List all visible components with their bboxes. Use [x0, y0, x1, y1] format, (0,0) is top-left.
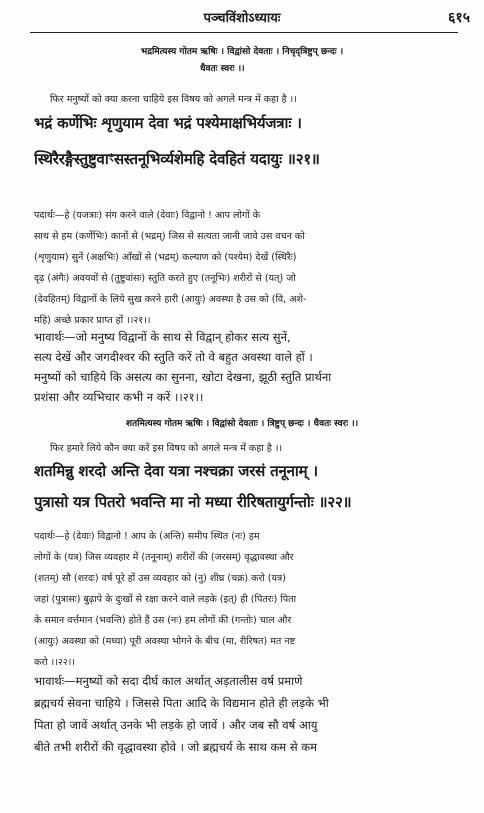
bhavartha-line: बीते तभी शरीरों की वृद्धावस्था होवे । जो ब्रह्मचर्य के साथ कम से कम: [34, 740, 317, 754]
padartha-line: जहां (पुत्रासः) बुढ़ापे के दुःखों से रक्षा करने वाले लड़के (इत्) ही (पितरः) पिता: [34, 594, 297, 605]
padartha-line: के समान वर्त्तमान (भवन्ति) होते हैं उस (नः) हम लोगों की (गन्तोः) चाल और: [34, 615, 292, 626]
bhavartha-line: सत्य देखें और जगदीश्वर की स्तुति करें तो वे बहुत अवस्था वाले हों ।: [34, 350, 313, 364]
bhavartha-line: भावार्थः—मनुष्यों को सदा दीर्घ काल अर्थात् अड़तालीस वर्ष प्रमाणे: [34, 674, 303, 688]
padartha-line: साथ से हम (कर्णेभिः) कानों से (भद्रम्) जिस से सत्यता जानी जावे उस वचन को: [34, 231, 305, 242]
mantra-22-meta: शतमित्यस्य गोतम ऋषिः । विद्वांसो देवताः । त्रिष्टुप् छन्दः । धैवतः स्वरः ।।: [125, 419, 359, 429]
bhavartha-line: ब्रह्मचर्य सेवना चाहिये । जिससे पिता आदि के विद्यमान होते ही लड़के भी: [34, 696, 329, 710]
padartha-line: लोगों के (यत्र) जिस व्यवहार में (तनूनाम्) शरीरों की (जरसम्) वृद्धावस्था और: [34, 552, 294, 563]
padartha-line: (आयुः) अवस्था को (मध्या) पूरी अवस्था भोगने के बीच (मा, रीरिषत) मत नष्ट: [34, 636, 296, 647]
padartha-line: महि) अच्छे प्रकार प्राप्त हों ।।२१।।: [34, 315, 151, 326]
mantra-22-intro: फिर हमारे लिये कौन क्या करें इस विषय को अगले मन्त्र में कहा है ।।: [50, 443, 283, 454]
running-header: [0, 8, 484, 30]
mantra-21-verse-line-1: भद्रं कर्णेभिः शृणुयाम देवा भद्रं पश्येमाक्षभिर्यजत्राः ।: [34, 114, 302, 132]
mantra-21-intro: फिर मनुष्यों को क्या करना चाहिये इस विषय को अगले मन्त्र में कहा है ।।: [50, 94, 297, 105]
padartha-line: (शतम्) सौ (शरदः) वर्ष पूरे हों उस व्यवहार को (नु) शीघ्र (चक्र) करो (यत्र): [34, 573, 286, 584]
mantra-21-meta: भद्रमित्यस्य गोतम ऋषिः । विद्वांसो देवताः । निचृद्‌त्रिष्टुप् छन्दः ।: [140, 47, 344, 57]
padartha-line: पदार्थः—हे (देवाः) विद्वानो ! आप के (अन्ति) समीप स्थित (नः) हम: [34, 531, 260, 542]
bhavartha-line: पिता हो जावें अर्थात् उनके भी लड़के हो जावें । और जब सौ वर्ष आयु: [34, 718, 318, 732]
mantra-22-verse-line-2: पुत्रासो यत्र पितरो भवन्ति मा नो मध्या रीरिषतायुर्गन्तोः ॥२२॥: [34, 493, 352, 511]
padartha-line: पदार्थः—हे (यजत्राः) संग करने वाले (देवाः) विद्वानो ! आप लोगों के: [34, 210, 261, 221]
padartha-line: दृढ़ (अंगैः) अवयवों से (तुष्टुवांसः) स्तुति करते हुए (तनूभिः) शरीरों से (यत्) जो: [34, 273, 296, 284]
bhavartha-line: प्रशंसा और व्यभिचार कभी न करें ।।२१।।: [34, 390, 204, 404]
header-rule: [30, 32, 458, 33]
mantra-22-verse-line-1: शतमिन्नु शरदो अन्ति देवा यत्रा नश्चक्रा जरसं तनूनाम् ।: [34, 462, 318, 480]
bhavartha-line: मनुष्यों को चाहिये कि असत्य का सुनना, खोटा देखना, झूठी स्तुति प्रार्थना: [34, 370, 332, 384]
padartha-line: करो ।।२२।।: [34, 657, 75, 668]
mantra-21-verse-line-2: स्थिरैरङ्गैस्तुष्टुवाꣳसस्तनूभिर्व्यशेमहि देवहितं यदायुः ॥२१॥: [34, 150, 320, 168]
mantra-21-meta-svara: धैवतः स्वरः ।।: [200, 64, 245, 74]
chapter-title: पञ्चविंशोऽध्यायः: [203, 11, 281, 26]
page-number: ६१५: [448, 10, 470, 26]
bhavartha-line: भावार्थः—जो मनुष्य विद्वानों के साथ से विद्वान् होकर सत्य सुनें,: [34, 330, 291, 344]
padartha-line: (शृणुयाम) सुनें (अक्षभिः) आँखों से (भद्रम्) कल्याण को (पश्येम) देखें (स्थिरैः): [34, 252, 297, 263]
padartha-line: (देवहितम्) विद्वानों के लिये सुख करने हारी (आयुः) अवस्था है उस को (वि, अशे-: [34, 294, 307, 305]
